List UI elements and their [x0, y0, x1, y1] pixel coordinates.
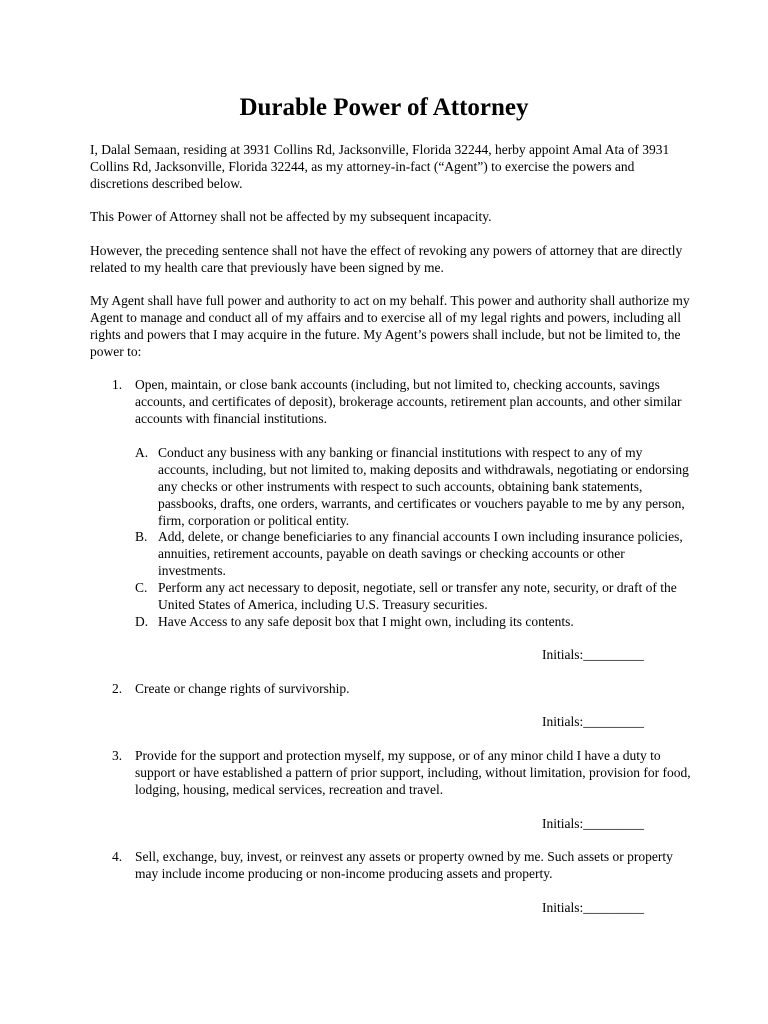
subitem-text: Add, delete, or change beneficiaries to any financial accounts I own including insurance policies, annuities, retirement accounts, payable on death savings or checking accounts or other investments. — [158, 529, 683, 578]
agent-powers-paragraph: My Agent shall have full power and authority to act on my behalf. This power and authority shall authorize my Agent to manage and conduct all of my affairs and to exercise all of my legal rights and powers, including all rights and powers that I may acquire in the future. My Agent’s powers shall include, but not be limited to, the power to: — [90, 293, 690, 359]
incapacity-paragraph: This Power of Attorney shall not be affected by my subsequent incapacity. — [90, 209, 492, 224]
subitem-letter: B. — [135, 529, 148, 544]
subitem-letter: D. — [135, 614, 149, 629]
appointment-paragraph: I, Dalal Semaan, residing at 3931 Collins Rd, Jacksonville, Florida 32244, herby appoint Amal Ata of 3931 Collins Rd, Jacksonville, Florida 32244, as my attorney-in-fact (“Agent”) to exercise the powers and discretions described below. — [90, 142, 670, 191]
subitem-text: Perform any act necessary to deposit, negotiate, sell or transfer any note, security, or draft of the United States of America, including U.S. Treasury securities. — [158, 580, 677, 612]
initials-line[interactable]: Initials:_________ — [542, 714, 644, 729]
item-text: Open, maintain, or close bank accounts (including, but not limited to, checking accounts, savings accounts, and certificates of deposit), brokerage accounts, retirement plan accounts, and other similar accounts with financial institutions. — [135, 377, 682, 426]
document-title: Durable Power of Attorney — [239, 94, 529, 121]
item-text: Create or change rights of survivorship. — [135, 681, 350, 696]
item-number: 4. — [112, 849, 123, 864]
subitem-text: Have Access to any safe deposit box that I might own, including its contents. — [158, 614, 574, 629]
initials-line[interactable]: Initials:_________ — [542, 900, 644, 915]
initials-line[interactable]: Initials:_________ — [542, 816, 644, 831]
subitem-letter: A. — [135, 445, 149, 460]
item-number: 3. — [112, 748, 123, 763]
item-text: Provide for the support and protection myself, my suppose, or of any minor child I have a duty to support or have established a pattern of prior support, including, without limitation, provision for food, lodging, housing, medical services, recreation and travel. — [135, 748, 691, 797]
item-text: Sell, exchange, buy, invest, or reinvest any assets or property owned by me. Such assets or property may include income producing or non-income producing assets and property. — [135, 849, 673, 881]
item-number: 2. — [112, 681, 123, 696]
subitem-text: Conduct any business with any banking or financial institutions with respect to any of my accounts, including, but not limited to, making deposits and withdrawals, negotiating or endorsing any checks or other instruments with respect to such accounts, obtaining bank statements, passbooks, drafts, one orders, warrants, and certificates or vouchers payable to me by any person, firm, corporation or political entity. — [158, 445, 689, 528]
item-number: 1. — [112, 377, 123, 392]
health-care-paragraph: However, the preceding sentence shall not have the effect of revoking any powers of attorney that are directly related to my health care that previously have been signed by me. — [90, 243, 683, 275]
initials-line[interactable]: Initials:_________ — [542, 647, 644, 662]
subitem-letter: C. — [135, 580, 148, 595]
